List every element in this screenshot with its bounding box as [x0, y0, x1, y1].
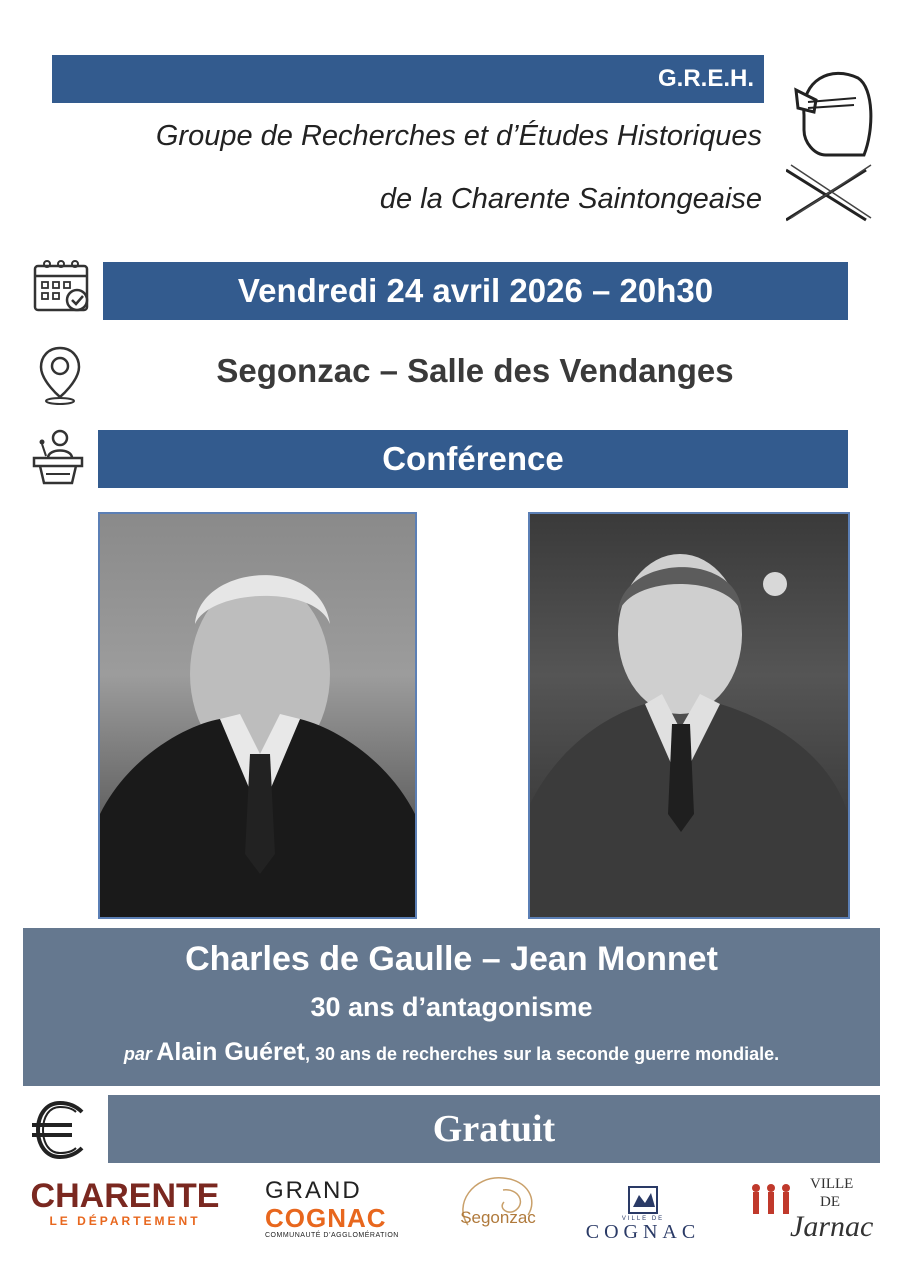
- grand-cognac-logo: [265, 1178, 415, 1239]
- ville-de-label: VILLE DE: [621, 1216, 665, 1222]
- grand-cognac-logo-sub: COMMUNAUTÉ D’AGGLOMÉRATION: [265, 1232, 399, 1239]
- date-time-banner: [103, 262, 848, 320]
- segonzac-logo: [448, 1170, 548, 1245]
- charente-logo: [25, 1178, 225, 1228]
- event-type: Conférence: [382, 440, 564, 477]
- org-name-line2: de la Charente Saintongeaise: [379, 183, 762, 215]
- charente-logo-text: CHARENTE: [30, 1177, 220, 1215]
- speaker-line: [23, 1038, 880, 1067]
- price-label: Gratuit: [432, 1108, 556, 1150]
- speaker-name: Alain Guéret: [156, 1038, 305, 1066]
- location: Segonzac – Salle des Vendanges: [216, 352, 734, 389]
- jarnac-de-label: DE: [820, 1194, 840, 1210]
- portrait-charles-de-gaulle: [98, 512, 417, 919]
- speaker-note: , 30 ans de recherches sur la seconde guerre mondiale.: [304, 1044, 780, 1064]
- segonzac-logo-text: Segonzac: [460, 1208, 536, 1227]
- price-banner: [108, 1095, 880, 1163]
- ville-cognac-text: COGNAC: [585, 1221, 701, 1243]
- ville-de-cognac-logo: [568, 1185, 718, 1242]
- grand-cognac-logo-grand: GRAND: [265, 1177, 362, 1204]
- conference-banner: [98, 430, 848, 488]
- lecturer-podium-icon: [30, 428, 86, 486]
- talk-subtitle: 30 ans d’antagonisme: [310, 992, 593, 1022]
- grand-cognac-logo-cognac: COGNAC: [265, 1203, 387, 1233]
- jarnac-logo-text: Jarnac: [790, 1210, 874, 1243]
- location-pin-icon: [38, 345, 82, 405]
- ville-de-jarnac-logo: [748, 1176, 883, 1251]
- acronym: G.R.E.H.: [657, 65, 754, 92]
- acronym-bar: [52, 55, 764, 103]
- knight-helmet-icon: [786, 60, 876, 225]
- talk-panel: [23, 928, 880, 1086]
- date-time: Vendredi 24 avril 2026 – 20h30: [237, 272, 714, 309]
- org-name-line1: Groupe de Recherches et d’Études Historiques: [155, 120, 762, 152]
- speaker-prefix: par: [123, 1044, 152, 1064]
- jarnac-figures-icon: [748, 1182, 794, 1227]
- euro-icon: [30, 1100, 92, 1160]
- charente-logo-sub: LE DÉPARTEMENT: [49, 1214, 201, 1228]
- talk-title: Charles de Gaulle – Jean Monnet: [185, 940, 718, 978]
- jarnac-ville-label: VILLE: [810, 1176, 854, 1192]
- portrait-jean-monnet: [528, 512, 850, 919]
- calendar-icon: [33, 258, 91, 314]
- cognac-crest-icon: [623, 1185, 663, 1215]
